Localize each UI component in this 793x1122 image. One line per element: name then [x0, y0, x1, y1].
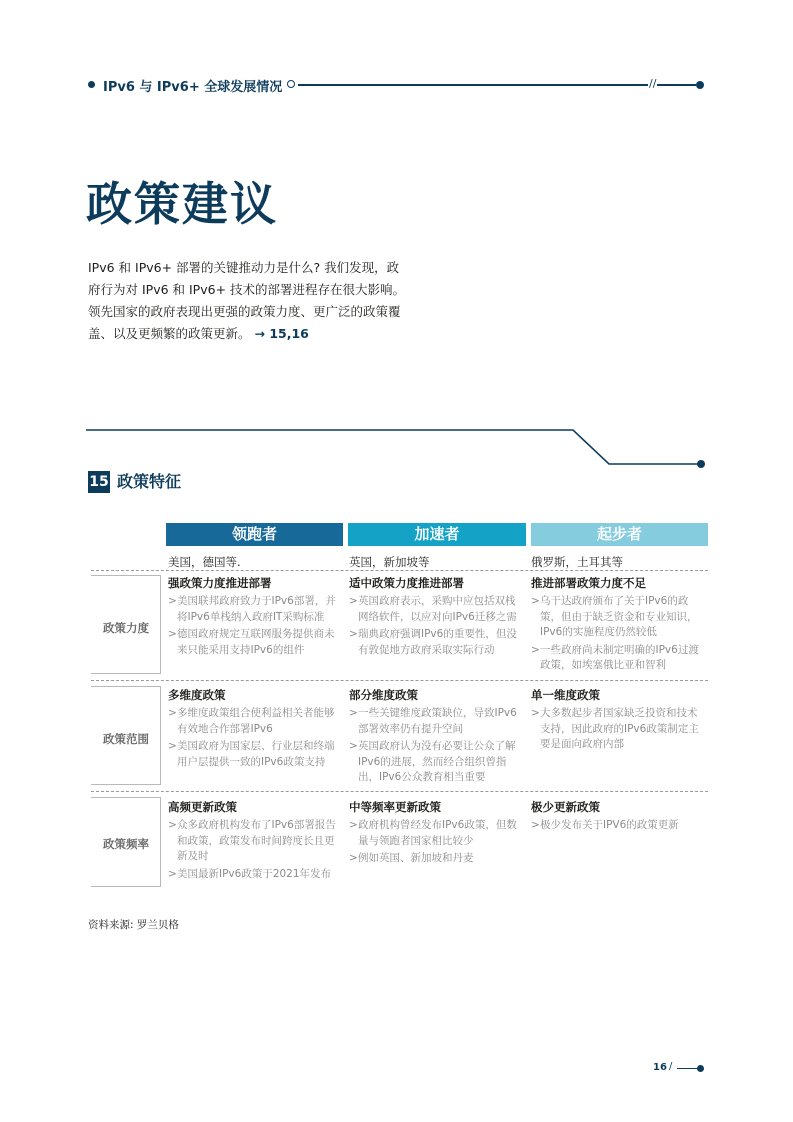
intro-paragraph	[88, 257, 408, 345]
cell-bullet: > 美国最新IPv6政策于2021年发布	[168, 867, 344, 883]
row-label-policy-frequency: 政策频率	[103, 837, 149, 851]
cell-frequency-starters	[531, 799, 707, 836]
cell-bullet: > 乌干达政府颁布了关于IPv6的政策，但由于缺乏资金和专业知识，IPv6的实施程度仍然较低	[531, 594, 707, 641]
intro-figure-reference: → 15,16	[254, 326, 309, 341]
cell-scope-leaders	[168, 687, 344, 772]
cell-bullet: > 例如英国、新加坡和丹麦	[349, 851, 525, 867]
intro-text: IPv6 和 IPv6+ 部署的关键推动力是什么? 我们发现，政府行为对 IPv6 和 IPv6+ 技术的部署进程存在很大影响。领先国家的政府表现出更强的政策力度、更广泛的政策覆盖、以及更频繁的政策更新。	[88, 260, 406, 341]
accelerators-countries: 英国，新加坡等	[349, 555, 430, 569]
cell-bullet: > 英国政府表示，采购中应包括双栈网络软件，以应对向IPv6迁移之需	[349, 594, 525, 625]
cell-strength-starters	[531, 575, 707, 676]
column-header-starters: 起步者	[531, 523, 708, 546]
footer-slash-mark: /	[669, 1061, 673, 1072]
column-header-accelerators: 加速者	[348, 523, 526, 546]
page-number: 16	[653, 1062, 667, 1073]
cell-bullet: > 德国政府规定互联网服务提供商未来只能采用支持IPv6的组件	[168, 627, 344, 658]
header-slash-mark: //	[649, 77, 657, 90]
cell-scope-accelerators	[349, 687, 525, 788]
cell-title: 单一维度政策	[531, 688, 600, 702]
cell-bullet: > 大多数起步者国家缺乏投资和技术支持，因此政府的IPv6政策制定主要是面向政府内部	[531, 706, 707, 753]
cell-bullet: > 美国政府为国家层、行业层和终端用户层提供一致的IPv6政策支持	[168, 739, 344, 770]
cell-title: 多维度政策	[168, 688, 226, 702]
cell-bullet: > 众多政府机构发布了IPv6部署报告和政策，政策发布时间跨度长且更新及时	[168, 818, 344, 865]
row-label-policy-scope: 政策范围	[103, 732, 149, 746]
row-label-policy-strength: 政策力度	[103, 621, 149, 635]
cell-frequency-accelerators	[349, 799, 525, 869]
cell-strength-accelerators	[349, 575, 525, 660]
cell-title: 极少更新政策	[531, 800, 600, 814]
leaders-countries: 美国，德国等.	[168, 555, 241, 569]
cell-title: 高频更新政策	[168, 800, 237, 814]
footer-rule	[677, 1068, 699, 1069]
source-note: 资料来源: 罗兰贝格	[88, 919, 179, 931]
column-header-leaders: 领跑者	[166, 523, 343, 546]
cell-title: 适中政策力度推进部署	[349, 576, 464, 590]
cell-bullet: > 美国联邦政府致力于IPv6部署，并将IPv6单栈纳入政府IT采购标准	[168, 594, 344, 625]
section-title: IPv6 与 IPv6+ 全球发展情况	[103, 80, 283, 95]
cell-title: 中等频率更新政策	[349, 800, 441, 814]
cell-bullet: > 政府机构曾经发布IPv6政策，但数量与领跑者国家相比较少	[349, 818, 525, 849]
cell-scope-starters	[531, 687, 707, 755]
cell-bullet: > 瑞典政府强调IPv6的重要性，但没有敦促地方政府采取实际行动	[349, 627, 525, 658]
cell-bullet: > 一些政府尚未制定明确的IPv6过渡政策，如埃塞俄比亚和智利	[531, 643, 707, 674]
header-end-dot	[696, 81, 704, 89]
row-separator	[91, 570, 708, 571]
cell-bullet: > 极少发布关于IPV6的政策更新	[531, 818, 707, 834]
cell-bullet: > 一些关键维度政策缺位，导致IPv6部署效率仍有提升空间	[349, 706, 525, 737]
figure-number-badge: 15	[88, 471, 110, 493]
cell-bullet: > 多维度政策组合使利益相关者能够有效地合作部署IPv6	[168, 706, 344, 737]
cell-title: 推进部署政策力度不足	[531, 576, 646, 590]
figure-title: 政策特征	[117, 472, 182, 491]
footer-end-dot	[697, 1065, 704, 1072]
header-bullet-dot	[88, 81, 95, 88]
row-separator	[91, 791, 708, 792]
row-separator	[91, 680, 708, 681]
cell-bullet: > 英国政府认为没有必要让公众了解IPv6的进展，然而经合组织曾指出，IPv6公众教育相当重要	[349, 739, 525, 786]
cell-strength-leaders	[168, 575, 344, 660]
starters-countries: 俄罗斯，土耳其等	[531, 555, 623, 569]
cell-frequency-leaders	[168, 799, 344, 884]
header-ring-icon	[287, 80, 295, 88]
header-rule	[298, 84, 696, 86]
page-title: 政策建议	[86, 177, 278, 231]
cell-title: 部分维度政策	[349, 688, 418, 702]
figure-divider-line	[86, 424, 708, 470]
cell-title: 强政策力度推进部署	[168, 576, 272, 590]
